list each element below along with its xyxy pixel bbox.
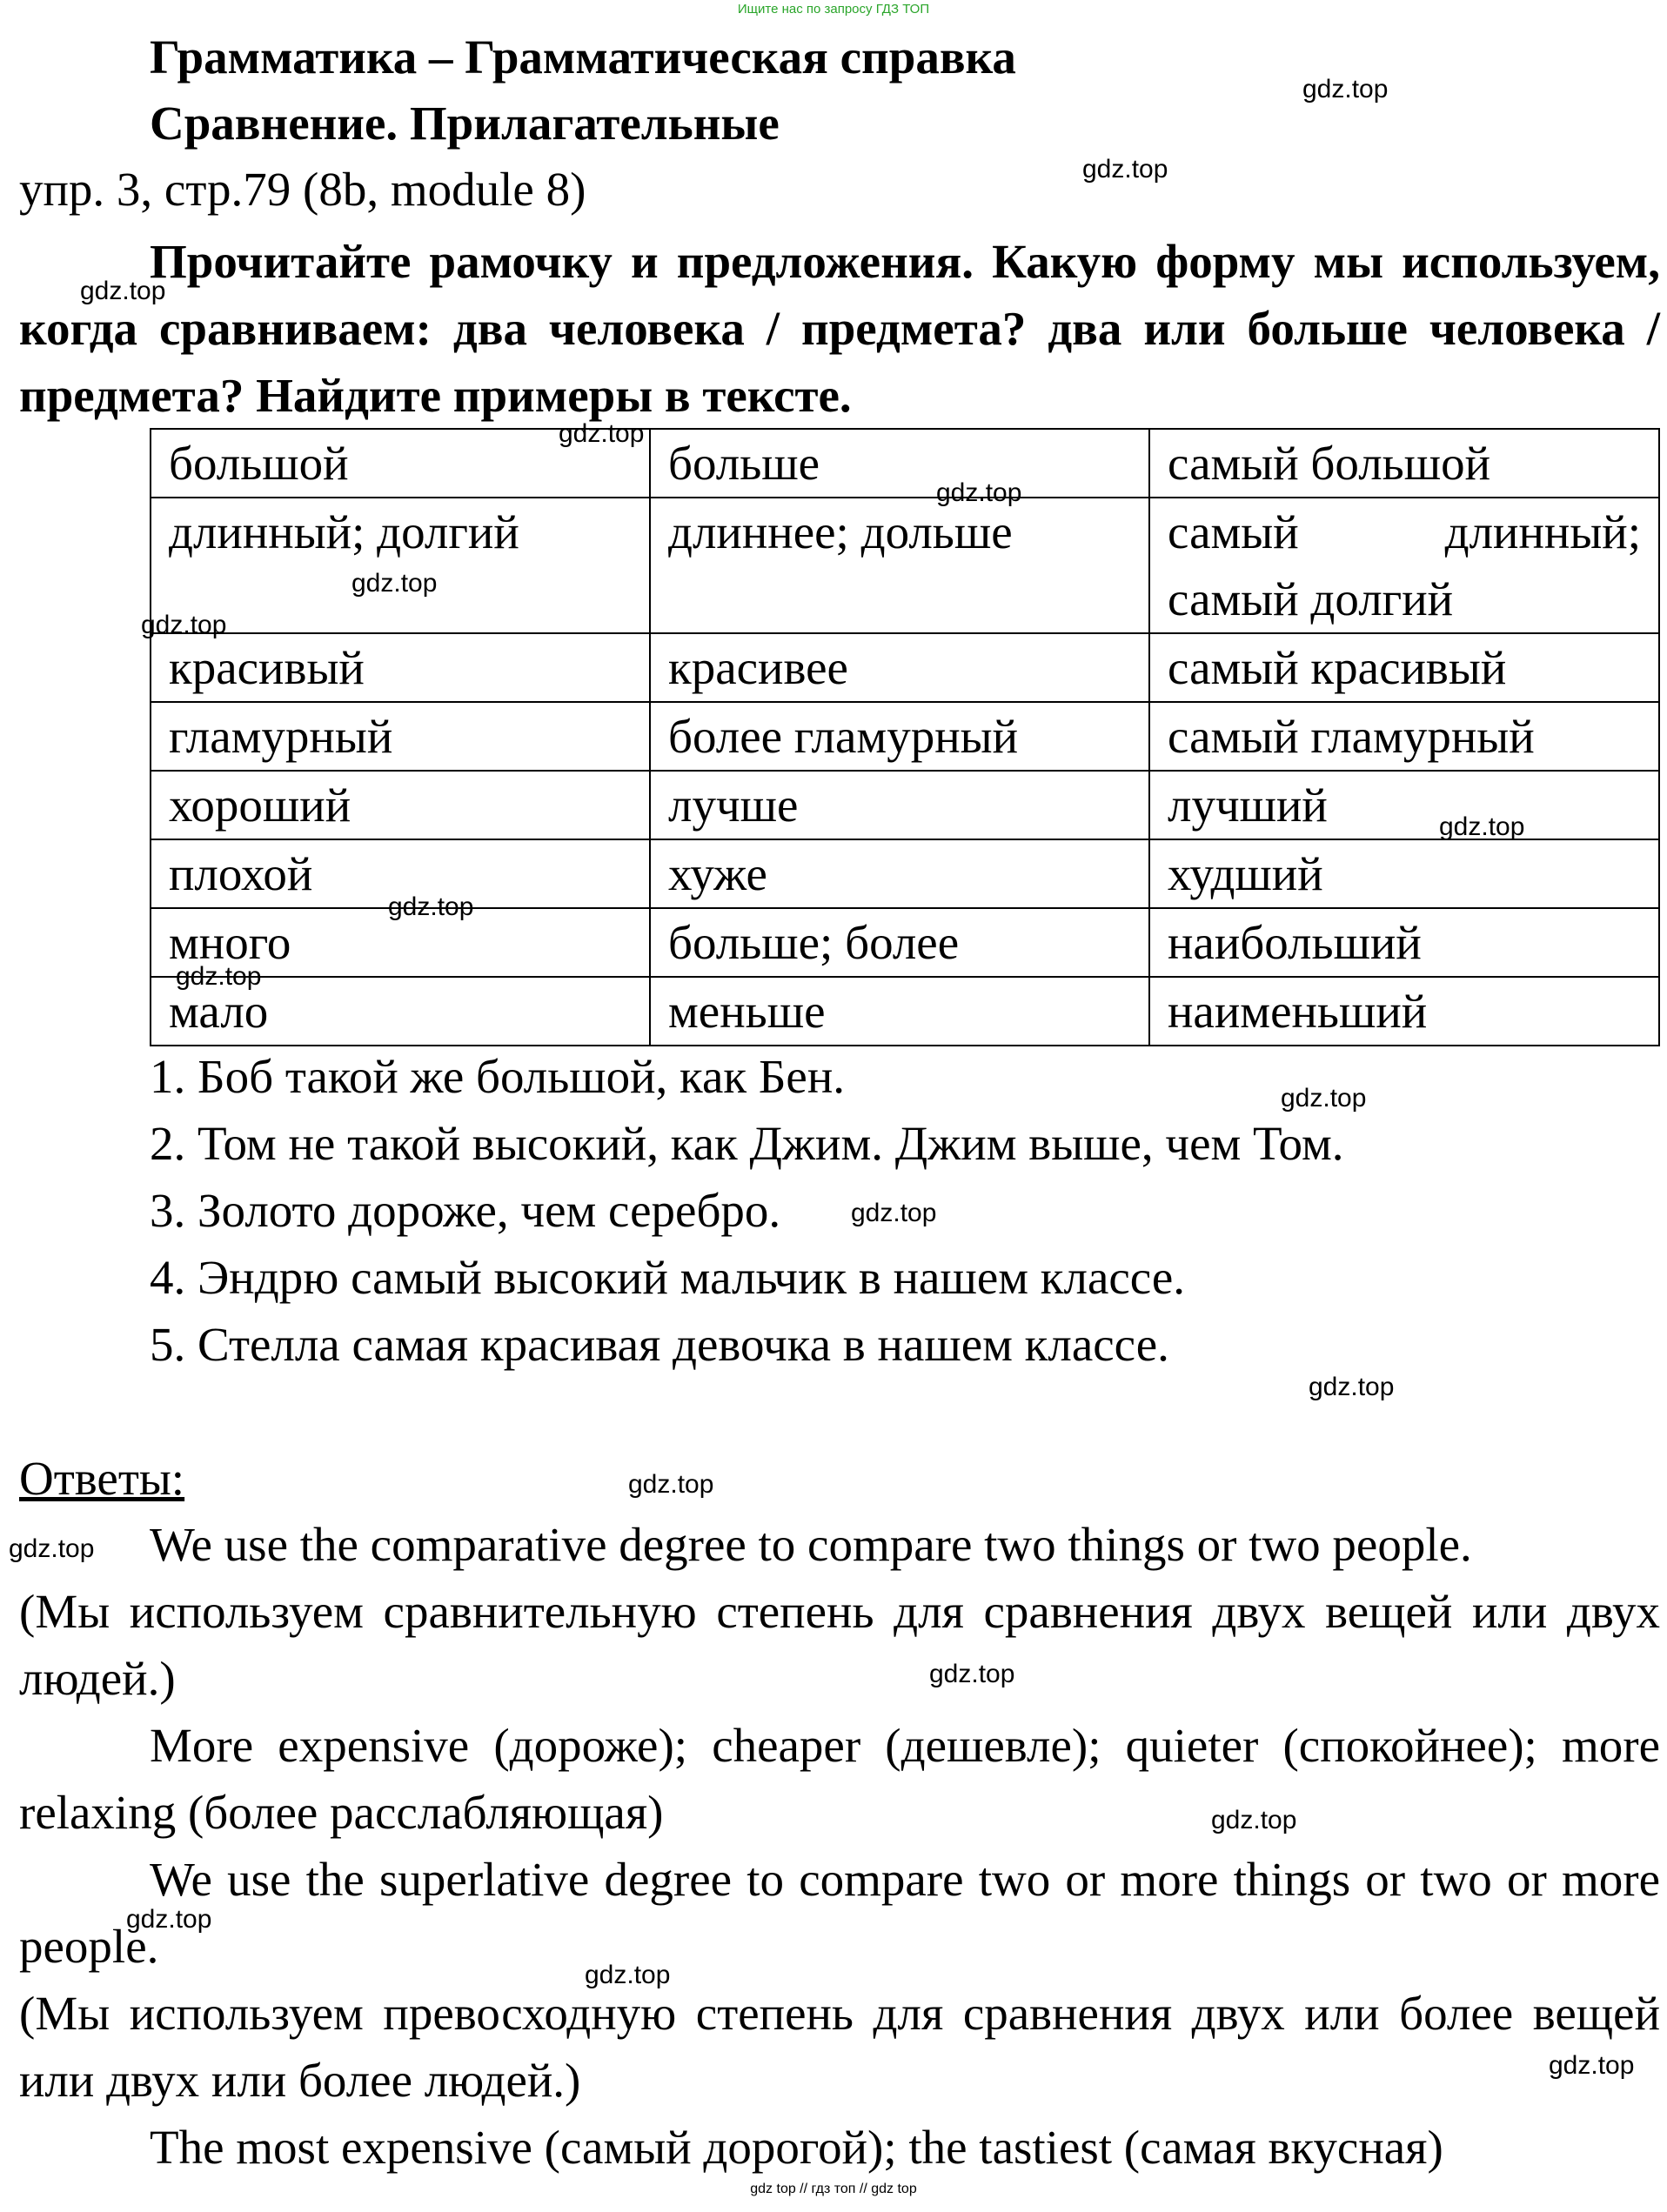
adjective-forms-table (150, 428, 1660, 1046)
table-row (151, 633, 1659, 702)
superlative-part: длинный; (1444, 505, 1641, 558)
superlative-cell: самый гламурный (1149, 702, 1659, 771)
positive-cell: гламурный (151, 702, 650, 771)
table-row (151, 771, 1659, 839)
comparative-cell: красивее (650, 633, 1149, 702)
watermark: gdz.top (559, 419, 645, 448)
table-row (151, 839, 1659, 908)
table-row (151, 702, 1659, 771)
page-title: Грамматика – Грамматическая справка (150, 30, 1016, 84)
positive-cell: красивый (151, 633, 650, 702)
positive-cell: большой (151, 429, 650, 498)
watermark: gdz.top (585, 1961, 671, 1989)
positive-cell: много (151, 908, 650, 977)
answer-paragraph: We use the comparative degree to compare two things or two people. (150, 1518, 1472, 1571)
superlative-cell: наибольший (1149, 908, 1659, 977)
example-sentence: 2. Том не такой высокий, как Джим. Джим выше, чем Том. (150, 1117, 1344, 1170)
superlative-cell: лучший (1149, 771, 1659, 839)
superlative-cell (1149, 498, 1659, 633)
answer-paragraph: (Мы используем сравнительную степень для сравнения двух вещей или двух людей.) (19, 1585, 1660, 1705)
positive-cell: хороший (151, 771, 650, 839)
positive-cell: мало (151, 977, 650, 1046)
watermark: gdz.top (126, 1905, 212, 1934)
comparative-cell: длиннее; дольше (650, 498, 1149, 633)
footer-note: gdz top // гдз топ // gdz top (750, 2182, 917, 2196)
example-sentence: 5. Стелла самая красивая девочка в нашем классе. (150, 1318, 1169, 1371)
table-row (151, 429, 1659, 498)
watermark: gdz.top (929, 1660, 1015, 1688)
comparative-cell: хуже (650, 839, 1149, 908)
watermark: gdz.top (9, 1534, 95, 1563)
top-search-note: Ищите нас по запросу ГДЗ ТОП (737, 2, 930, 17)
answer-paragraph: (Мы используем превосходную степень для сравнения двух или более вещей или двух или более людей.) (19, 1987, 1660, 2107)
watermark: gdz.top (80, 277, 166, 305)
answer-paragraph: More expensive (дороже); cheaper (дешевле); quieter (спокойнее); more relaxing (более расслабляющая) (19, 1719, 1660, 1839)
watermark: gdz.top (176, 962, 262, 991)
positive-cell: плохой (151, 839, 650, 908)
comparative-cell: лучше (650, 771, 1149, 839)
answers-heading: Ответы: (19, 1452, 185, 1505)
superlative-cell: самый большой (1149, 429, 1659, 498)
table-row (151, 977, 1659, 1046)
watermark: gdz.top (1439, 812, 1525, 841)
example-sentence: 1. Боб такой же большой, как Бен. (150, 1050, 846, 1103)
watermark: gdz.top (936, 478, 1022, 507)
task-instructions: Прочитайте рамочку и предложения. Какую форму мы используем, когда сравниваем: два человека / предмета? два или больше человека / предмета? Найдите примеры в тексте. (19, 235, 1660, 422)
watermark: gdz.top (1211, 1806, 1297, 1834)
example-sentence: 4. Эндрю самый высокий мальчик в нашем классе. (150, 1251, 1186, 1304)
superlative-part: самый (1168, 505, 1299, 558)
watermark: gdz.top (141, 611, 227, 639)
watermark: gdz.top (1309, 1373, 1395, 1401)
example-sentence: 3. Золото дороже, чем серебро. (150, 1184, 781, 1237)
superlative-part: самый долгий (1168, 572, 1454, 625)
watermark: gdz.top (1302, 75, 1389, 104)
watermark: gdz.top (1281, 1084, 1367, 1113)
watermark: gdz.top (628, 1470, 714, 1499)
superlative-cell: худший (1149, 839, 1659, 908)
exercise-reference: упр. 3, стр.79 (8b, module 8) (19, 163, 586, 216)
page-subtitle: Сравнение. Прилагательные (150, 97, 780, 150)
answer-paragraph: We use the superlative degree to compare two or more things or two or more people. (19, 1853, 1660, 1973)
comparative-cell: больше (650, 429, 1149, 498)
superlative-cell: самый красивый (1149, 633, 1659, 702)
table-row (151, 498, 1659, 633)
positive-cell: длинный; долгий (151, 498, 650, 633)
watermark: gdz.top (851, 1199, 937, 1227)
superlative-cell: наименьший (1149, 977, 1659, 1046)
watermark: gdz.top (388, 892, 474, 921)
comparative-cell: больше; более (650, 908, 1149, 977)
watermark: gdz.top (1082, 155, 1168, 184)
watermark: gdz.top (1549, 2051, 1635, 2080)
watermark: gdz.top (351, 569, 438, 598)
answer-paragraph: The most expensive (самый дорогой); the tastiest (самая вкусная) (150, 2121, 1443, 2174)
comparative-cell: меньше (650, 977, 1149, 1046)
table-row (151, 908, 1659, 977)
comparative-cell: более гламурный (650, 702, 1149, 771)
